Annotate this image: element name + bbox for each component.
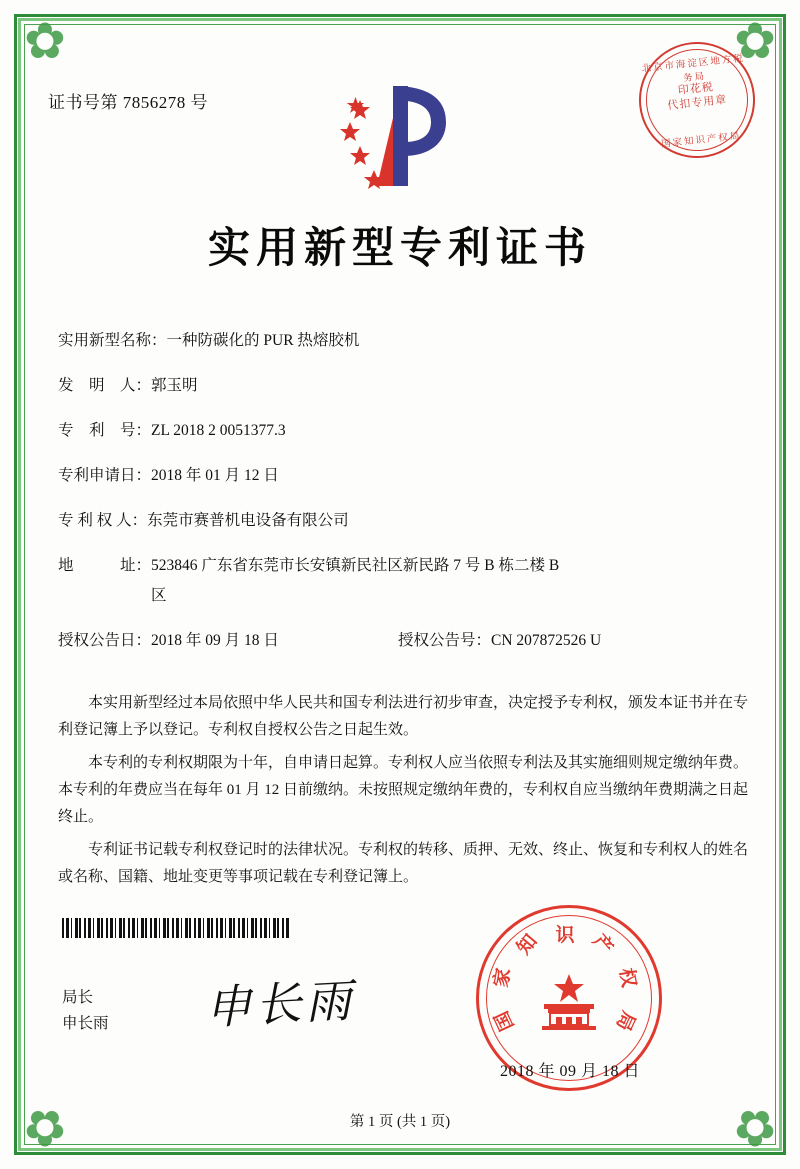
field-value: 东莞市赛普机电设备有限公司: [147, 512, 349, 529]
seal-date: 2018 年 09 月 18 日: [500, 1063, 641, 1080]
seal-char: 权: [615, 966, 640, 990]
field-label: 专 利 号：: [58, 422, 152, 439]
grant-number: [398, 630, 748, 652]
seal-char: 国: [491, 1007, 519, 1034]
grant-number-value: CN 207872526 U: [491, 632, 602, 649]
field-row: [58, 510, 748, 532]
corner-ornament-icon: ✿: [734, 1100, 776, 1156]
director-block: [62, 985, 109, 1037]
field-list: [58, 330, 748, 674]
seal-char: 产: [588, 930, 617, 959]
field-label: 专 利 权 人：: [58, 512, 148, 529]
grant-date-label: 授权公告日：: [58, 632, 152, 649]
page-number: 第 1 页 (共 1 页): [349, 1114, 451, 1130]
corner-ornament-icon: ✿: [24, 1100, 66, 1156]
seal-char: 识: [555, 925, 575, 946]
legal-paragraphs: [58, 690, 748, 897]
address-line-2: 区: [151, 587, 167, 604]
tax-stamp-arc-bottom: 国家知识产权局: [660, 131, 742, 150]
field-row-address: [58, 555, 748, 607]
grant-date: [58, 630, 398, 652]
national-emblem-icon: [536, 974, 602, 1034]
field-row: [58, 375, 748, 397]
tax-stamp-arc-top: 北京市海淀区地方税务局: [641, 53, 746, 85]
seal-char: 知: [513, 930, 542, 959]
director-name: 申长雨: [62, 1015, 109, 1032]
paragraph: 本实用新型经过本局依照中华人民共和国专利法进行初步审查，决定授予专利权，颁发本证书并在专利登记簿上予以登记。专利权自授权公告之日起生效。: [58, 695, 749, 738]
tax-stamp-mid-line1: 印花税: [677, 81, 715, 97]
paragraph: 专利证书记载专利权登记时的法律状况。专利权的转移、质押、无效、终止、恢复和专利权人的姓名或名称、国籍、地址变更等事项记载在专利登记簿上。: [58, 842, 749, 885]
field-value: 2018 年 01 月 12 日: [151, 467, 279, 484]
field-label: 发 明 人：: [58, 377, 152, 394]
field-value: 一种防碳化的 PUR 热熔胶机: [166, 332, 360, 349]
address-line-1: 523846 广东省东莞市长安镇新民社区新民路 7 号 B 栋二楼 B: [151, 557, 560, 574]
tax-stamp-mid-line2: 代扣专用章: [666, 93, 728, 113]
paragraph: 本专利的专利权期限为十年，自申请日起算。专利权人应当依照专利法及其实施细则规定缴纳年费。本专利的年费应当在每年 01 月 12 日前缴纳。未按照规定缴纳年费的，专利权自应当缴纳年费期满之日起终止。: [58, 755, 749, 825]
field-value: [151, 555, 748, 607]
field-value: ZL 2018 2 0051377.3: [151, 422, 286, 439]
grant-row: [58, 630, 748, 652]
handwritten-signature: 申长雨: [203, 975, 357, 1034]
field-value: 郭玉明: [151, 377, 198, 394]
director-title: 局长: [62, 989, 94, 1006]
seal-char: 家: [490, 966, 515, 990]
barcode: [62, 918, 290, 938]
cnipa-logo-icon: [330, 78, 460, 193]
field-label: 专利申请日：: [58, 467, 152, 484]
grant-number-label: 授权公告号：: [398, 632, 492, 649]
certificate-number: 证书号第 7856278 号: [48, 93, 208, 112]
field-row: [58, 420, 748, 442]
field-label: 地 址：: [58, 557, 152, 574]
seal-char: 局: [611, 1007, 639, 1034]
field-label: 实用新型名称：: [58, 332, 167, 349]
field-row: [58, 330, 748, 352]
page-title: 实用新型专利证书: [207, 226, 592, 272]
grant-date-value: 2018 年 09 月 18 日: [151, 632, 279, 649]
corner-ornament-icon: ✿: [24, 13, 66, 69]
corner-ornament-icon: ✿: [734, 13, 776, 69]
field-row: [58, 465, 748, 487]
